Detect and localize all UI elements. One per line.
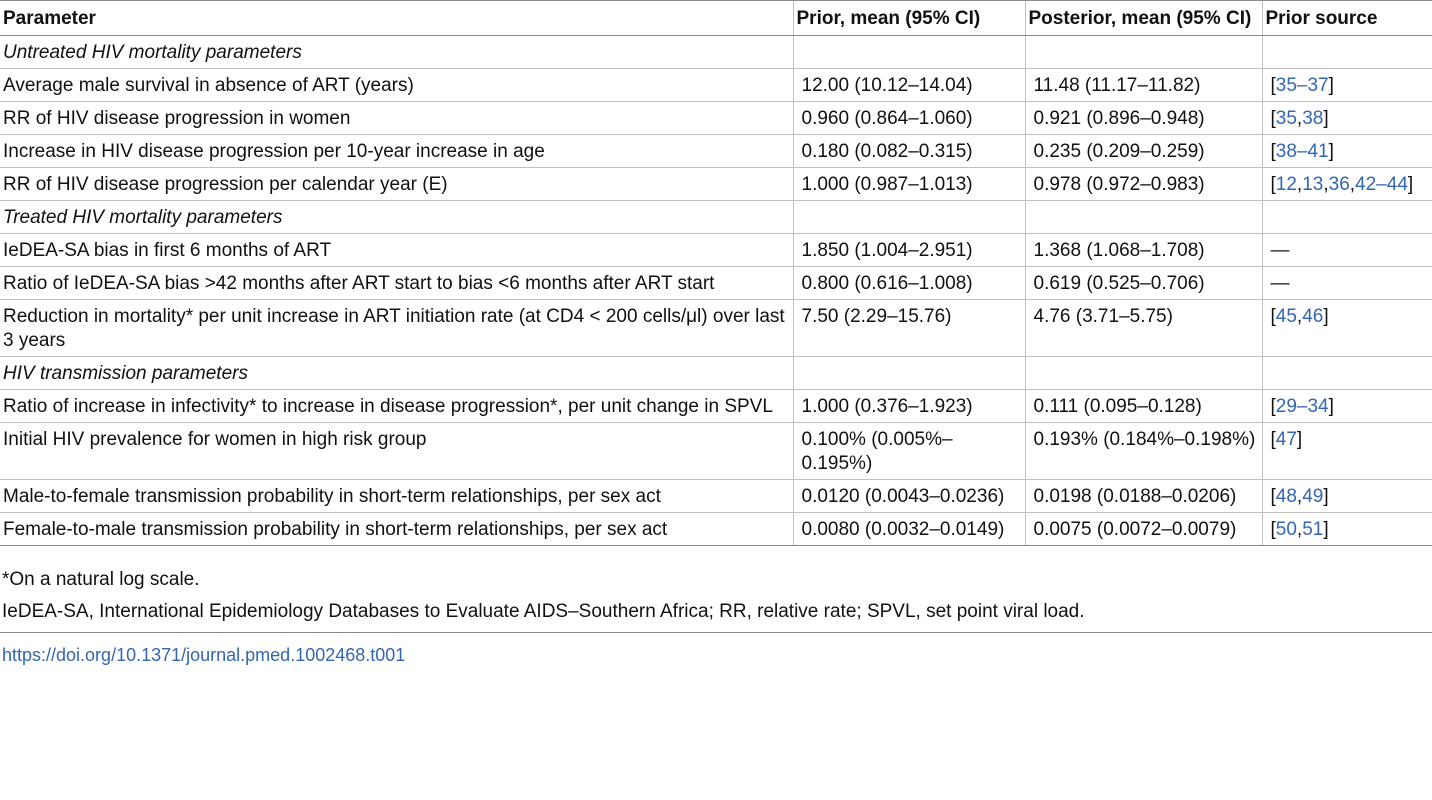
posterior-cell: 0.193% (0.184%–0.198%) <box>1025 423 1262 480</box>
table-row <box>0 102 1432 135</box>
section-title: Untreated HIV mortality parameters <box>0 36 793 69</box>
footnote-log-scale: *On a natural log scale. <box>2 569 200 590</box>
source-punctuation: , <box>1349 174 1356 195</box>
reference-link[interactable]: 50 <box>1275 519 1297 540</box>
prior-cell: 0.180 (0.082–0.315) <box>793 135 1025 168</box>
table-row <box>0 267 1432 300</box>
reference-link[interactable]: 13 <box>1302 174 1324 195</box>
source-punctuation: , <box>1296 306 1303 327</box>
reference-link[interactable]: 35 <box>1275 108 1297 129</box>
source-cell <box>1262 300 1432 357</box>
source-punctuation: [ <box>1270 486 1276 507</box>
parameter-cell: Reduction in mortality* per unit increase in ART initiation rate (at CD4 < 200 cells/μl) over last 3 years <box>0 300 793 357</box>
posterior-cell: 0.111 (0.095–0.128) <box>1025 390 1262 423</box>
empty-cell <box>793 201 1025 234</box>
source-punctuation: ] <box>1323 486 1329 507</box>
empty-cell <box>1025 36 1262 69</box>
parameter-cell: Average male survival in absence of ART (years) <box>0 69 793 102</box>
parameter-cell: Female-to-male transmission probability in short-term relationships, per sex act <box>0 513 793 546</box>
section-row <box>0 201 1432 234</box>
source-cell <box>1262 513 1432 546</box>
doi-footer <box>0 632 1432 666</box>
source-punctuation: [ <box>1270 429 1276 450</box>
posterior-cell: 0.619 (0.525–0.706) <box>1025 267 1262 300</box>
empty-cell <box>1025 357 1262 390</box>
parameter-cell: Male-to-female transmission probability in short-term relationships, per sex act <box>0 480 793 513</box>
source-punctuation: ] <box>1407 174 1414 195</box>
reference-link[interactable]: 45 <box>1275 306 1297 327</box>
reference-link[interactable]: 35–37 <box>1275 75 1329 96</box>
parameter-cell: Ratio of increase in infectivity* to increase in disease progression*, per unit change in SPVL <box>0 390 793 423</box>
parameter-cell: RR of HIV disease progression in women <box>0 102 793 135</box>
header-posterior: Posterior, mean (95% CI) <box>1025 1 1262 36</box>
header-parameter: Parameter <box>0 1 793 36</box>
prior-cell: 0.800 (0.616–1.008) <box>793 267 1025 300</box>
parameter-cell: RR of HIV disease progression per calendar year (E) <box>0 168 793 201</box>
source-punctuation: ] <box>1323 519 1329 540</box>
table-header-row <box>0 1 1432 36</box>
parameter-cell: Ratio of IeDEA-SA bias >42 months after ART start to bias <6 months after ART start <box>0 267 793 300</box>
table-row <box>0 300 1432 357</box>
source-punctuation: , <box>1323 174 1329 195</box>
source-punctuation: [ <box>1270 519 1276 540</box>
parameter-cell: IeDEA-SA bias in first 6 months of ART <box>0 234 793 267</box>
prior-cell: 1.000 (0.987–1.013) <box>793 168 1025 201</box>
source-cell <box>1262 135 1432 168</box>
prior-cell: 7.50 (2.29–15.76) <box>793 300 1025 357</box>
reference-link[interactable]: 12 <box>1275 174 1297 195</box>
empty-cell <box>793 357 1025 390</box>
section-row <box>0 357 1432 390</box>
table-row <box>0 135 1432 168</box>
table-body <box>0 36 1432 546</box>
source-cell <box>1262 480 1432 513</box>
table-footnotes <box>0 568 1432 624</box>
posterior-cell: 0.0075 (0.0072–0.0079) <box>1025 513 1262 546</box>
doi-link[interactable]: https://doi.org/10.1371/journal.pmed.1002468.t001 <box>2 645 406 665</box>
source-punctuation: [ <box>1270 141 1276 162</box>
reference-link[interactable]: 48 <box>1275 486 1297 507</box>
section-title: Treated HIV mortality parameters <box>0 201 793 234</box>
section-title: HIV transmission parameters <box>0 357 793 390</box>
table-row <box>0 390 1432 423</box>
source-punctuation: , <box>1296 486 1303 507</box>
parameter-cell: Initial HIV prevalence for women in high risk group <box>0 423 793 480</box>
reference-link[interactable]: 29–34 <box>1275 396 1329 417</box>
header-source: Prior source <box>1262 1 1432 36</box>
reference-link[interactable]: 47 <box>1275 429 1297 450</box>
source-cell <box>1262 102 1432 135</box>
table-row <box>0 480 1432 513</box>
source-punctuation: , <box>1296 519 1303 540</box>
table-row <box>0 168 1432 201</box>
source-cell <box>1262 168 1432 201</box>
source-punctuation: , <box>1296 174 1303 195</box>
source-punctuation: ] <box>1323 306 1329 327</box>
table-row <box>0 234 1432 267</box>
source-cell <box>1262 423 1432 480</box>
source-punctuation: [ <box>1270 108 1276 129</box>
prior-cell: 1.850 (1.004–2.951) <box>793 234 1025 267</box>
posterior-cell: 0.921 (0.896–0.948) <box>1025 102 1262 135</box>
parameter-cell: Increase in HIV disease progression per 10-year increase in age <box>0 135 793 168</box>
source-punctuation: — <box>1270 240 1290 261</box>
reference-link[interactable]: 42–44 <box>1355 174 1408 195</box>
table-row <box>0 513 1432 546</box>
source-punctuation: ] <box>1328 141 1334 162</box>
empty-cell <box>1262 36 1432 69</box>
empty-cell <box>1262 357 1432 390</box>
table-row <box>0 69 1432 102</box>
reference-link[interactable]: 38 <box>1302 108 1324 129</box>
footnote-abbreviations: IeDEA-SA, International Epidemiology Databases to Evaluate AIDS–Southern Africa; RR, relative rate; SPVL, set point viral load. <box>2 601 1085 622</box>
header-prior: Prior, mean (95% CI) <box>793 1 1025 36</box>
reference-link[interactable]: 51 <box>1302 519 1324 540</box>
reference-link[interactable]: 38–41 <box>1275 141 1329 162</box>
prior-cell: 1.000 (0.376–1.923) <box>793 390 1025 423</box>
source-punctuation: ] <box>1328 396 1334 417</box>
table-row <box>0 423 1432 480</box>
section-row <box>0 36 1432 69</box>
source-punctuation: ] <box>1296 429 1303 450</box>
source-cell <box>1262 69 1432 102</box>
reference-link[interactable]: 49 <box>1302 486 1324 507</box>
prior-cell: 0.0120 (0.0043–0.0236) <box>793 480 1025 513</box>
source-punctuation: [ <box>1270 174 1276 195</box>
posterior-cell: 0.978 (0.972–0.983) <box>1025 168 1262 201</box>
source-cell <box>1262 267 1432 300</box>
source-cell <box>1262 234 1432 267</box>
posterior-cell: 0.0198 (0.0188–0.0206) <box>1025 480 1262 513</box>
source-punctuation: ] <box>1323 108 1329 129</box>
source-punctuation: [ <box>1270 306 1276 327</box>
empty-cell <box>793 36 1025 69</box>
source-punctuation: [ <box>1270 75 1276 96</box>
prior-cell: 0.0080 (0.0032–0.0149) <box>793 513 1025 546</box>
posterior-cell: 1.368 (1.068–1.708) <box>1025 234 1262 267</box>
prior-cell: 12.00 (10.12–14.04) <box>793 69 1025 102</box>
posterior-cell: 11.48 (11.17–11.82) <box>1025 69 1262 102</box>
source-cell <box>1262 390 1432 423</box>
reference-link[interactable]: 46 <box>1302 306 1324 327</box>
posterior-cell: 4.76 (3.71–5.75) <box>1025 300 1262 357</box>
empty-cell <box>1025 201 1262 234</box>
empty-cell <box>1262 201 1432 234</box>
source-punctuation: , <box>1296 108 1303 129</box>
source-punctuation: ] <box>1328 75 1334 96</box>
prior-cell: 0.100% (0.005%–0.195%) <box>793 423 1025 480</box>
reference-link[interactable]: 36 <box>1328 174 1350 195</box>
source-punctuation: — <box>1270 273 1290 294</box>
source-punctuation: [ <box>1270 396 1276 417</box>
posterior-cell: 0.235 (0.209–0.259) <box>1025 135 1262 168</box>
prior-cell: 0.960 (0.864–1.060) <box>793 102 1025 135</box>
